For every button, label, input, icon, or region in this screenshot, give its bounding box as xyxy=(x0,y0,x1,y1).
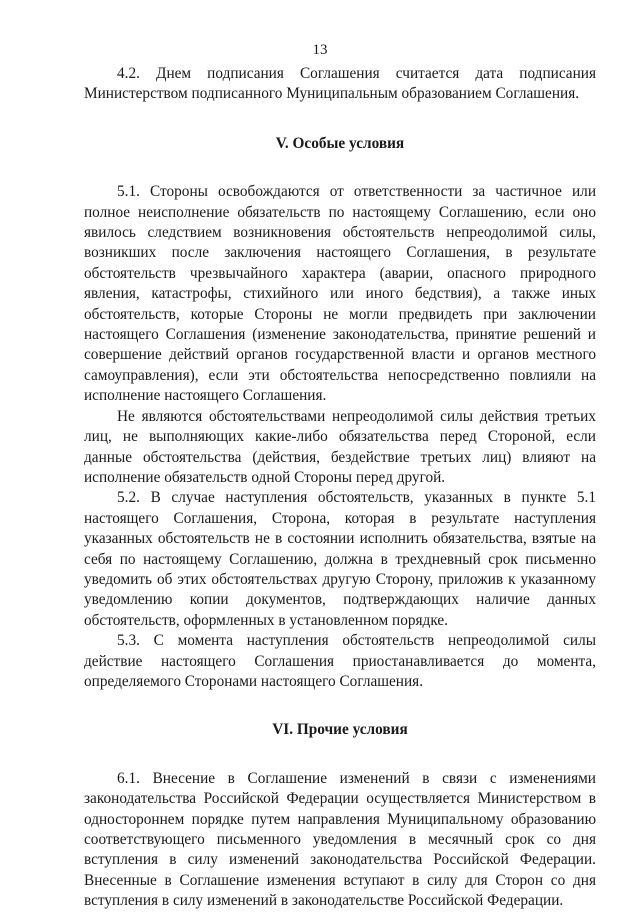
section-v-heading: V. Особые условия xyxy=(275,134,405,152)
paragraph-5-1-cont: Не являются обстоятельствами непреодолимой силы действия третьих лиц, не выполняющих какие-либо обязательства перед Стороной, если данные обстоятельства (действия, бездействие третьих лиц) влияют на исполнение обязательств одной Стороны перед другой. xyxy=(84,407,596,486)
paragraph-5-2: 5.2. В случае наступления обстоятельств, указанных в пункте 5.1 настоящего Соглашения, Сторона, которая в результате наступления указанных обстоятельств не в состоянии исполнить обязательства, взятые на себя по настоящему Соглашению, должна в трехдневный срок письменно уведомить об этих обстоятельствах другую Сторону, приложив к указанному уведомлению копии документов, подтверждающих наличие данных обстоятельств, оформленных в установленном порядке. xyxy=(84,489,596,629)
paragraph-4-2: 4.2. Днем подписания Соглашения считается дата подписания Министерством подписанного Муниципальным образованием Соглашения. xyxy=(84,65,596,103)
paragraph-5-3: 5.3. С момента наступления обстоятельств непреодолимой силы действие настоящего Соглашения приостанавливается до момента, определяемого Сторонами настоящего Соглашения. xyxy=(84,632,596,690)
page-number: 13 xyxy=(312,42,328,58)
document-body xyxy=(84,64,596,912)
section-vi-heading: VI. Прочие условия xyxy=(272,721,408,739)
paragraph-6-1: 6.1. Внесение в Соглашение изменений в связи с изменениями законодательства Российской Федерации осуществляется Министерством в одностороннем порядке путем направления Муниципальному образованию соответствующего письменного уведомления в месячный срок со дня вступления в силу изменений законодательства Российской Федерации. Внесенные в Соглашение изменения вступают в силу для Сторон со дня вступления в силу изменений в законодательстве Российской Федерации. xyxy=(84,769,596,910)
paragraph-5-1: 5.1. Стороны освобождаются от ответственности за частичное или полное неисполнение обязательств по настоящему Соглашению, если оно явилось следствием возникновения обстоятельств непреодолимой силы, возникших после заключения настоящего Соглашения, в результате обстоятельств чрезвычайного характера (аварии, опасного природного явления, катастрофы, стихийного или иного бедствия), а также иных обстоятельств, которые Стороны не могли предвидеть при заключении настоящего Соглашения (изменение законодательства, принятие решений и совершение действий органов государственной власти и органов местного самоуправления), если эти обстоятельства непосредственно повлияли на исполнение настоящего Соглашения. xyxy=(84,183,596,405)
